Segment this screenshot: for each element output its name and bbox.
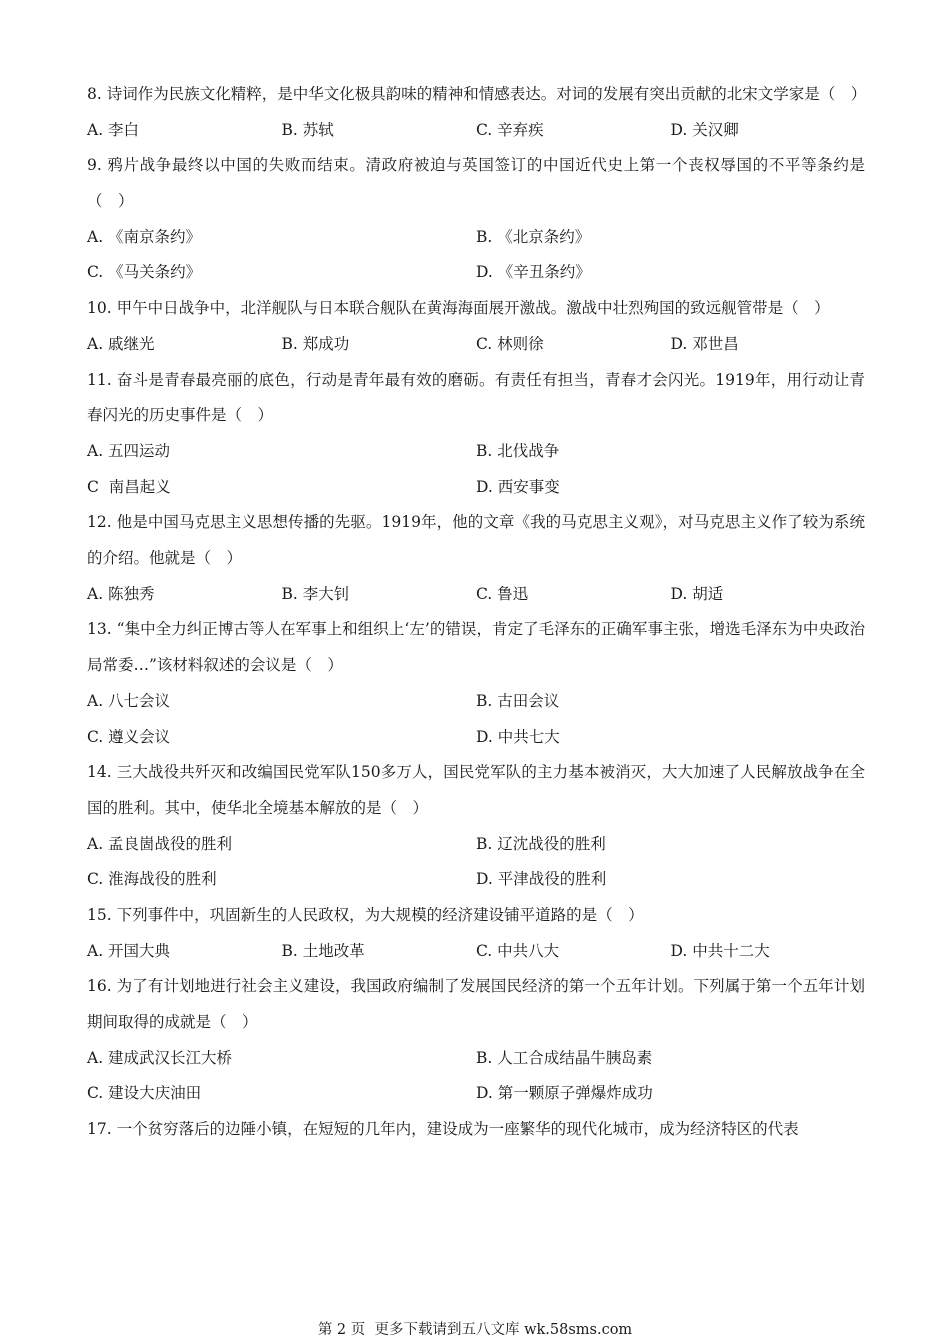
question-14-options-row2: [87, 862, 865, 898]
option-c: C. 鲁迅: [476, 584, 529, 603]
question-13-options-row2: [87, 720, 865, 756]
option-d: D. 胡适: [670, 584, 724, 603]
question-8-options: [87, 113, 865, 149]
option-a: A. 开国大典: [87, 941, 171, 960]
question-13-options-row1: [87, 684, 865, 720]
option-d: D. 中共十二大: [670, 941, 770, 960]
option-c: C 南昌起义: [87, 477, 171, 496]
page-footer: 第 2 页 更多下载请到五八文库 wk.58sms.com: [317, 1322, 633, 1338]
option-a: A. 戚继光: [87, 334, 155, 353]
option-c: C. 淮海战役的胜利: [87, 870, 217, 889]
option-b: B. 李大钊: [281, 584, 350, 603]
question-14: 14. 三大战役共歼灭和改编国民党军队150多万人，国民党军队的主力基本被消灭，大大加速了人民解放战争在全国的胜利。其中，使华北全境基本解放的是（ ）: [87, 763, 865, 817]
option-d: D. 邓世昌: [670, 334, 739, 353]
option-a: A. 陈独秀: [87, 584, 155, 603]
option-d: D. 第一颗原子弹爆炸成功: [476, 1084, 653, 1103]
question-14-options-row1: [87, 827, 865, 863]
option-c: C. 林则徐: [476, 334, 544, 353]
option-b: B. 人工合成结晶牛胰岛素: [476, 1048, 653, 1067]
question-16-options-row2: [87, 1076, 865, 1112]
question-11-options-row2: [87, 470, 865, 506]
option-b: B. 苏轼: [281, 120, 334, 139]
question-15-options: [87, 934, 865, 970]
question-9-options-row1: [87, 220, 865, 256]
option-b: B. 《北京条约》: [476, 227, 591, 246]
question-16-options-row1: [87, 1041, 865, 1077]
option-b: B. 郑成功: [281, 334, 350, 353]
question-17: 17. 一个贫穷落后的边陲小镇，在短短的几年内，建设成为一座繁华的现代化城市，成为经济特区的代表: [87, 1120, 799, 1139]
option-a: A. 八七会议: [87, 691, 171, 710]
option-a: A. 建成武汉长江大桥: [87, 1048, 233, 1067]
question-15: 15. 下列事件中，巩固新生的人民政权，为大规模的经济建设铺平道路的是（ ）: [87, 906, 644, 924]
question-12: 12. 他是中国马克思主义思想传播的先驱。1919年，他的文章《我的马克思主义观》，对马克思主义作了较为系统的介绍。他就是（ ）: [87, 513, 865, 568]
option-d: D. 中共七大: [476, 727, 560, 746]
option-d: D. 西安事变: [476, 477, 560, 496]
option-a: A. 李白: [87, 120, 140, 139]
option-d: D. 平津战役的胜利: [476, 870, 607, 889]
option-b: B. 北伐战争: [476, 441, 560, 460]
option-c: C. 遵义会议: [87, 727, 171, 746]
question-9: 9. 鸦片战争最终以中国的失败而结束。清政府被迫与英国签订的中国近代史上第一个丧权辱国的不平等条约是（ ）: [87, 156, 865, 211]
exam-page: [87, 77, 865, 1148]
option-d: D. 关汉卿: [670, 120, 739, 139]
option-c: C. 辛弃疾: [476, 120, 544, 139]
option-c: C. 中共八大: [476, 941, 560, 960]
question-10: 10. 甲午中日战争中，北洋舰队与日本联合舰队在黄海海面展开激战。激战中壮烈殉国的致远舰管带是（ ）: [87, 299, 830, 318]
option-b: B. 古田会议: [476, 691, 560, 710]
question-8: 8. 诗词作为民族文化精粹，是中华文化极具韵味的精神和情感表达。对词的发展有突出贡献的北宋文学家是（ ）: [87, 85, 867, 103]
option-a: A. 五四运动: [87, 441, 171, 460]
question-10-options: [87, 327, 865, 363]
question-12-options: [87, 577, 865, 613]
option-c: C. 建设大庆油田: [87, 1084, 202, 1103]
question-11-options-row1: [87, 434, 865, 470]
option-b: B. 辽沈战役的胜利: [476, 834, 606, 853]
option-c: C. 《马关条约》: [87, 263, 202, 282]
question-9-options-row2: [87, 255, 865, 291]
option-a: A. 孟良崮战役的胜利: [87, 834, 233, 853]
question-11: 11. 奋斗是青春最亮丽的底色，行动是青年最有效的磨砺。有责任有担当，青春才会闪光。1919年，用行动让青春闪光的历史事件是（ ）: [87, 370, 865, 425]
question-13: 13. “集中全力纠正博古等人在军事上和组织上‘左’的错误，肯定了毛泽东的正确军事主张，增选毛泽东为中央政治局常委…”该材料叙述的会议是（ ）: [87, 620, 865, 675]
question-16: 16. 为了有计划地进行社会主义建设，我国政府编制了发展国民经济的第一个五年计划。下列属于第一个五年计划期间取得的成就是（ ）: [87, 977, 865, 1032]
option-a: A. 《南京条约》: [87, 227, 202, 246]
option-d: D. 《辛丑条约》: [476, 263, 591, 282]
option-b: B. 土地改革: [281, 941, 365, 960]
